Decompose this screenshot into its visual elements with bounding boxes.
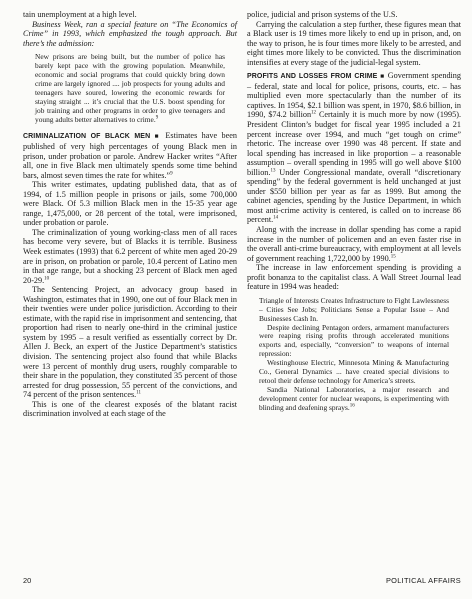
paragraph: police, judicial and prison systems of the U.S. <box>247 10 398 19</box>
paragraph-text: Government spending – federal, state and local for police, prisons, courts, etc. – has multiplied even more spectacularly than the number of its captives. In 1954, $2.1 billion was spent, in 1970, $8.6 billion, in 1990, $74.2 billion <box>247 71 461 120</box>
footnote-ref: 12 <box>311 110 317 116</box>
right-column <box>247 10 461 420</box>
footnote-ref: 11 <box>136 390 142 396</box>
quote-text: Sandia National Laboratories, a major research and development center for nuclear weapons, is experimenting with blinding and deafening sprays.$^{16}$ <box>259 384 449 412</box>
block-quote <box>259 297 449 413</box>
paragraph-text: Under Congressional mandate, overall “discretionary spending” by the federal government is held unchanged at just under $550 billion per year as far as 1999. But among the cabinet agencies, spending by the Justice Department, in which most anti-crime activity is centered, is called on to increase 86 percent. <box>247 167 461 225</box>
paragraph <box>23 20 237 49</box>
footnote-ref: 10 <box>44 275 50 281</box>
quote-text: Despite declining Pentagon orders, armament manufacturers were reaping rising profits through accelerated munitions exports and, especially, “conversion” to weapons of internal repression: <box>259 322 449 359</box>
block-quote <box>35 53 225 124</box>
paragraph: The Sentencing Project, an advocacy group based in Washington, estimates that in 1990, one out of four Black men in their twenties were under police jurisdiction. According to their estimate, with the rapid rise in imprisonment and sentencing, that proportion had risen to nearly one-third in the criminal justice system by 1995 – a result verified as essentially correct by Dr. Allen J. Beck, an expert of the Justice Department’s statistics division. The sentencing project also found that while Blacks were 13 percent of monthly drug users, roughly comparable to their share in the population, they constituted 35 percent of those arrested for drug possession, 55 percent of the convictions, and 74 percent of the prison sentences.$^{11}$ <box>23 285 237 400</box>
left-column <box>23 10 237 419</box>
paragraph-text: Estimates have been published of very high percentages of young Black men in prison, under probation or parole. Andrew Hacker writes “After all, one in five Black men ultimately spends some time behind bars, almost seven times the rate for whites.” <box>23 131 238 180</box>
page-number: 20 <box>23 576 32 585</box>
footnote-ref: 16 <box>349 403 355 409</box>
paragraph: This is one of the clearest exposés of the blatant racist discrimination involved at each stage of the <box>23 399 237 419</box>
paragraph: The increase in law enforcement spending is providing a profit bonanza to the capitalist class. A Wall Street Journal lead feature in 1994 was headed: <box>247 263 461 292</box>
paragraph-text: Business Week, ran a special feature on “The Economics of Crime” in 1993, which emphasized the tough approach. But there’s the admission: <box>23 19 237 48</box>
section-heading: PROFITS AND LOSSES FROM CRIME <box>247 73 378 81</box>
quote-text: Westinghouse Electric, Minnesota Mining & Manufacturing Co., General Dynamics ... have created special divisions to retool their defense technology for America’s streets. <box>259 358 449 386</box>
footnote-ref: 13 <box>270 168 276 174</box>
footnote-ref: 14 <box>273 215 279 221</box>
paragraph: The criminalization of young working-class men of all races has become very severe, but of Blacks it is terrible. Business Week estimates (1993) that 6.2 percent of white men aged 20-29 are in prison, on probation or parole, 10.4 percent of Latino men in that age range, but a shocking 23 percent of Black men aged 20-29.10 <box>23 227 237 285</box>
section-marker: ■ <box>380 73 385 81</box>
footnote-ref: 15 <box>390 253 396 259</box>
section-heading: CRIMINALIZATION OF BLACK MEN <box>23 133 151 141</box>
paragraph <box>247 71 461 225</box>
footnote-ref: 9 <box>155 115 159 121</box>
paragraph: tain unemployment at a high level. <box>23 10 137 19</box>
paragraph: This writer estimates, updating published data, that as of 1994, of 1.5 million people in prisons or jails, some 700,000 were Black. Of 5.3 million Black men in the 15-35 year age range, 1,475,000, or 28 percent of the total, were imprisoned, under probation or parole. <box>23 180 237 228</box>
publication-name: POLITICAL AFFAIRS <box>385 576 461 585</box>
footnote-ref: 9 <box>170 170 173 176</box>
paragraph: Along with the increase in dollar spending has come a rapid increase in the number of policemen and an even faster rise in the overall anti-crime bureaucracy, with employment at all levels of government reaching 1,722,000 by 1990.15 <box>247 225 461 263</box>
paragraph-text: Certainly it is much more by now (1995). President Clinton’s budget for fiscal year 1995 included a 21 percent increase over 1994, and much “get tough on crime” rhetoric. The increase over 1990 was 48 percent. If state and local spending has increased in like proportion – a reasonable assumption – overall spending in 1995 will go well above $100 billion. <box>247 110 461 177</box>
paragraph: Carrying the calculation a step further, these figures mean that a Black user is 19 times more likely to end up in prison, and, on the way to prison, he is four times more likely to be arrested, and eight times more likely to be convicted. Thus the discrimination intensifies at every stage of the judicial-legal system. <box>247 19 461 67</box>
quote-text: Triangle of Interests Creates Infrastructure to Fight Lawlessness – Cities See Jobs; Politicians Sense a Popular Issue – And Businesses Cash In. <box>259 295 449 323</box>
quote-text: New prisons are being built, but the number of police has barely kept pace with the growing population. Meanwhile, economic and social programs that could quickly bring down crime are largely ignored .... job prospects for young adults and teenagers have soured, lowering the economic rewards for staying straight ... it’s crucial that the U.S. boost spending for job training and other programs in order to give teenagers and young adults better alternatives to crime.$^9$ <box>35 52 225 124</box>
paragraph <box>23 131 237 180</box>
section-marker: ■ <box>154 133 161 141</box>
